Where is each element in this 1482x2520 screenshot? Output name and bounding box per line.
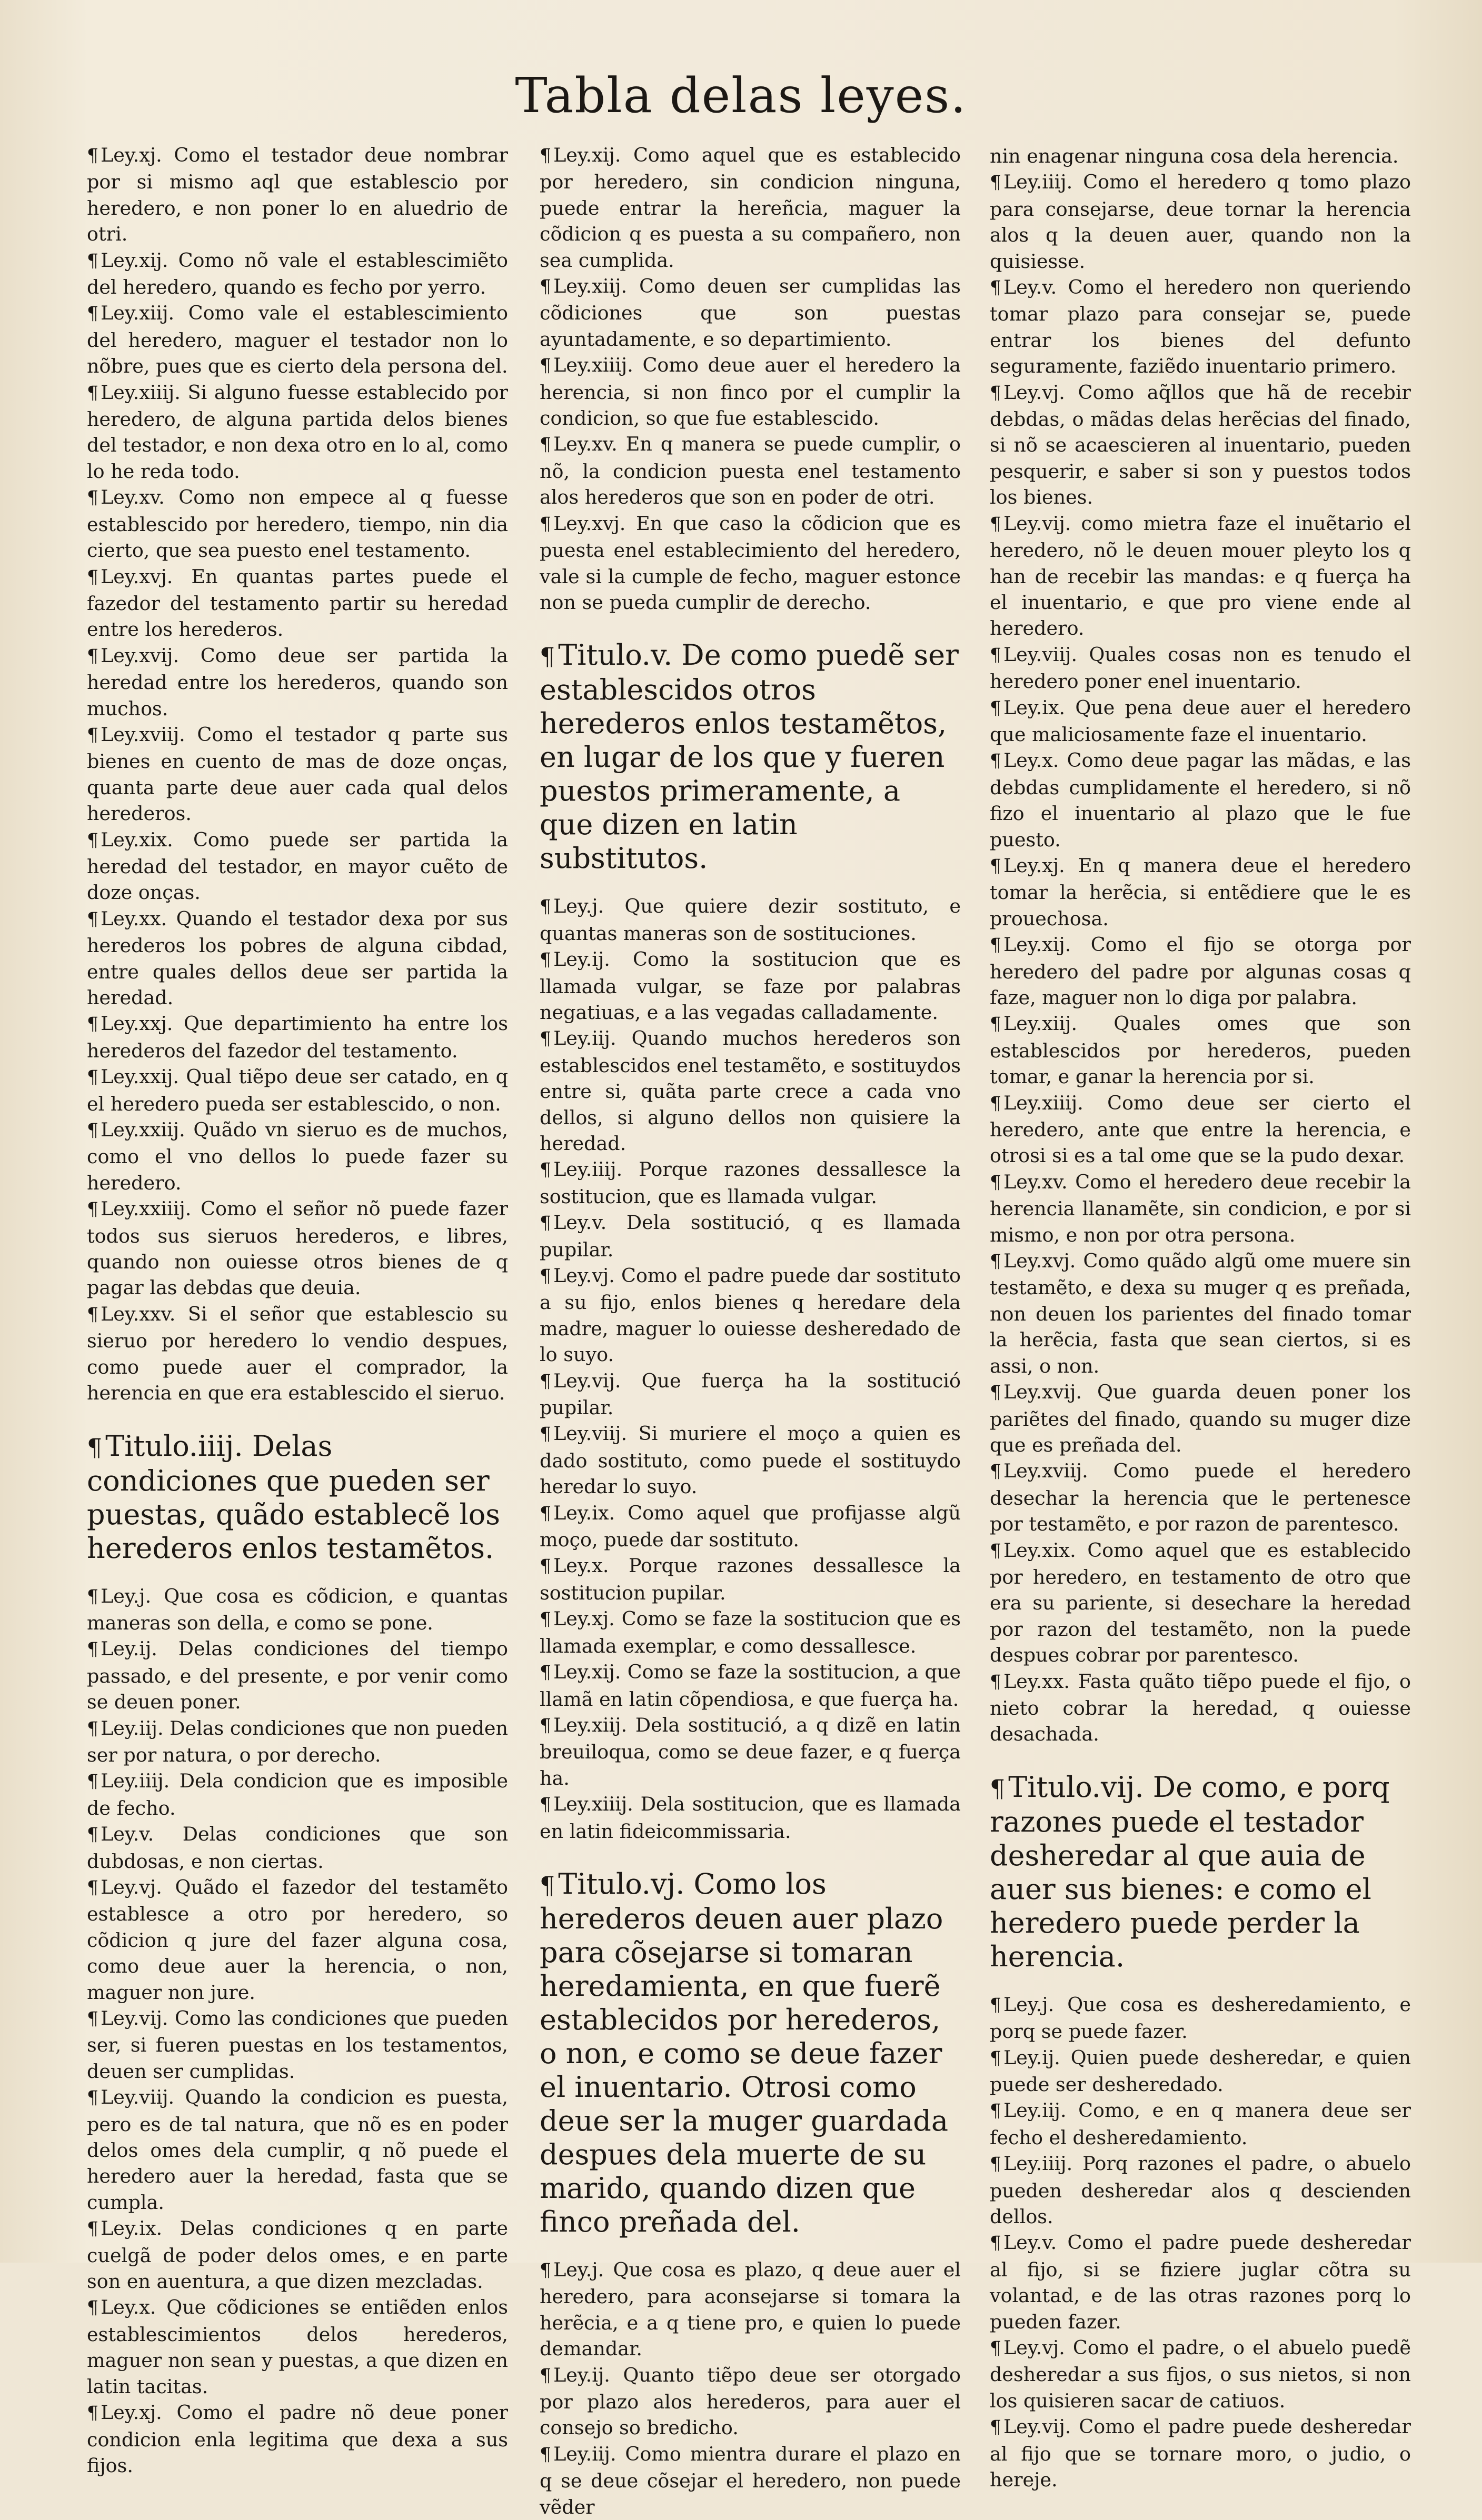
ley-entry: ¶ Ley.v. Dela sostitució, q es llamada pupilar. [540, 1209, 961, 1263]
ley-entry: ¶ Ley.ij. Quanto tiẽpo deue ser otorgado por plazo alos herederos, para auer el consejo so bredicho. [540, 2362, 961, 2441]
ley-entry: ¶ Ley.iij. Como mientra durare el plazo en q se deue cõsejar el heredero, non puede vẽder [540, 2441, 961, 2520]
ley-entry: ¶ Ley.xviij. Como puede el heredero desechar la herencia que le pertenesce por testamẽto, e por razon de parentesco. [990, 1458, 1411, 1537]
ley-entry: ¶ Ley.xiij. Como deuen ser cumplidas las cõdiciones que son puestas ayuntadamente, e so departimiento. [540, 273, 961, 352]
ley-entry: ¶ Ley.j. Que quiere dezir sostituto, e quantas maneras son de sostituciones. [540, 893, 961, 946]
ley-entry: ¶ Ley.xix. Como aquel que es establecido por heredero, en testamento de otro que era su pariente, si desechare la heredad por razon del testamẽto, non la puede despues cobrar por parentesco. [990, 1537, 1411, 1668]
ley-entry: ¶ Ley.vj. Quãdo el fazedor del testamẽto establesce a otro por heredero, so cõdicion q jure del fazer alguna cosa, como deue auer la herencia, o non, maguer non jure. [87, 1874, 508, 2005]
ley-entry: ¶ Ley.ix. Que pena deue auer el heredero que maliciosamente faze el inuentario. [990, 695, 1411, 748]
ley-entry: ¶ Ley.x. Como deue pagar las mãdas, e las debdas cumplidamente el heredero, si nõ fizo el inuentario al plazo que le fue puesto. [990, 747, 1411, 853]
ley-entry: ¶ Ley.v. Como el padre puede desheredar al fijo, si se fiziere juglar cõtra su volantad, e de las otras razones porq lo pueden fazer. [990, 2229, 1411, 2335]
ley-entry: ¶ Ley.iiij. Como el heredero q tomo plazo para consejarse, deue tornar la herencia alos q la deuen auer, quando non la quisiesse. [990, 169, 1411, 274]
ley-entry: ¶ Ley.x. Porque razones dessallesce la sostitucion pupilar. [540, 1553, 961, 1606]
ley-entry: ¶ Ley.iiij. Porq razones el padre, o abuelo pueden desheredar alos q descienden dellos. [990, 2151, 1411, 2229]
ley-entry: ¶ Ley.ix. Como aquel que profijasse algũ moço, puede dar sostituto. [540, 1500, 961, 1553]
ley-entry: ¶ Ley.xviij. Como el testador q parte sus bienes en cuento de mas de doze onças, quanta parte deue auer cada qual delos herederos. [87, 722, 508, 827]
ley-entry: ¶ Ley.xiij. Como vale el establescimiento del heredero, maguer el testador non lo nõbre, pues que es cierto dela persona del. [87, 300, 508, 379]
titulo-heading: ¶ Titulo.v. De como puedẽ ser establescidos otros herederos enlos testamẽtos, en lugar de los que y fueren puestos primeramente, a que dizen en latin substitutos. [540, 638, 961, 875]
ley-entry: ¶ Ley.xij. Como se faze la sostitucion, a que llamã en latin cõpendiosa, e que fuerça ha. [540, 1659, 961, 1712]
ley-entry: ¶ Ley.xxij. Qual tiẽpo deue ser catado, en q el heredero pueda ser establescido, o non. [87, 1064, 508, 1117]
ley-entry: ¶ Ley.vij. como mietra faze el inuẽtario el heredero, nõ le deuen mouer pleyto los q han de recebir las mandas: e q fuerça ha el inuentario, e que pro viene ende al heredero. [990, 511, 1411, 642]
ley-entry: ¶ Ley.xvj. Como quãdo algũ ome muere sin testamẽto, e dexa su muger q es preñada, non deuen los parientes del finado tomar la herẽcia, fasta que sean ciertos, si es assi, o non. [990, 1248, 1411, 1379]
ley-entry: ¶ Ley.xj. Como se faze la sostitucion que es llamada exemplar, e como dessallesce. [540, 1606, 961, 1659]
ley-entry: ¶ Ley.xiiij. Si alguno fuesse establecido por heredero, de alguna partida delos bienes del testador, e non dexa otro en lo al, como lo he reda todo. [87, 379, 508, 485]
ley-entry: ¶ Ley.v. Como el heredero non queriendo tomar plazo para consejar se, puede entrar los bienes del defunto seguramente, faziẽdo inuentario primero. [990, 274, 1411, 379]
ley-entry: ¶ Ley.ij. Quien puede desheredar, e quien puede ser desheredado. [990, 2045, 1411, 2098]
ley-entry: ¶ Ley.xx. Fasta quãto tiẽpo puede el fijo, o nieto cobrar la heredad, q ouiesse desachada. [990, 1668, 1411, 1747]
table-column-middle [540, 142, 961, 2520]
page-title: Tabla delas leyes. [515, 67, 967, 124]
titulo-heading: ¶ Titulo.vj. Como los herederos deuen auer plazo para cõsejarse si tomaran heredamienta, en que fuerẽ establecidos por herederos, o non, e como se deue fazer el inuentario. Otrosi como deue ser la muger guardada despues dela muerte de su marido, quando dizen que finco preñada del. [540, 1867, 961, 2239]
ley-entry: ¶ Ley.xvj. En quantas partes puede el fazedor del testamento partir su heredad entre los herederos. [87, 564, 508, 643]
ley-entry: ¶ Ley.ij. Delas condiciones del tiempo passado, e del presente, e por venir como se deuen poner. [87, 1636, 508, 1715]
titulo-heading: ¶ Titulo.iiij. Delas condiciones que pueden ser puestas, quãdo establecẽ los herederos enlos testamẽtos. [87, 1429, 508, 1565]
ley-entry: ¶ Ley.iij. Delas condiciones que non pueden ser por natura, o por derecho. [87, 1715, 508, 1768]
ley-entry: ¶ Ley.xiiij. Como deue auer el heredero la herencia, si non finco por el cumplir la condicion, so que fue establescido. [540, 352, 961, 431]
ley-entry: ¶ Ley.xiij. Dela sostitució, a q dizẽ en latin breuiloqua, como se deue fazer, e q fuerça ha. [540, 1712, 961, 1791]
ley-entry: ¶ Ley.xij. Como aquel que es establecido por heredero, sin condicion ninguna, puede entrar la hereñcia, maguer la cõdicion q es puesta a su compañero, non sea cumplida. [540, 142, 961, 273]
ley-entry: ¶ Ley.iiij. Porque razones dessallesce la sostitucion, que es llamada vulgar. [540, 1156, 961, 1209]
ley-entry: ¶ Ley.xj. Como el testador deue nombrar por si mismo aql que establescio por heredero, e non poner lo en aluedrio de otri. [87, 142, 508, 247]
ley-entry: ¶ Ley.j. Que cosa es plazo, q deue auer el heredero, para aconsejarse si tomara la herẽcia, e a q tiene pro, e quien lo puede demandar. [540, 2257, 961, 2362]
titulo-heading: ¶ Titulo.vij. De como, e porq razones puede el testador desheredar al que auia de auer sus bienes: e como el heredero puede perder la herencia. [990, 1771, 1411, 1974]
ley-entry: ¶ Ley.xxiiij. Como el señor nõ puede fazer todos sus sieruos herederos, e libres, quando non ouiesse otros bienes de q pagar las debdas que deuia. [87, 1196, 508, 1301]
ley-entry: ¶ Ley.xiiij. Como deue ser cierto el heredero, ante que entre la herencia, e otrosi si es a tal ome que se la pudo dexar. [990, 1090, 1411, 1169]
ley-entry: ¶ Ley.vj. Como aq̃llos que hã de recebir debdas, o mãdas delas herẽcias del finado, si nõ se acaescieren al inuentario, pueden pesquerir, e saber si son y puestos todos los bienes. [990, 379, 1411, 511]
ley-entry: ¶ Ley.xvij. Como deue ser partida la heredad entre los herederos, quando son muchos. [87, 643, 508, 722]
ley-entry: ¶ Ley.viij. Quando la condicion es puesta, pero es de tal natura, que nõ es en poder delos omes dela cumplir, q nõ puede el heredero auer la heredad, fasta que se cumpla. [87, 2084, 508, 2215]
ley-entry: ¶ Ley.xv. En q manera se puede cumplir, o nõ, la condicion puesta enel testamento alos herederos que son en poder de otri. [540, 431, 961, 510]
ley-entry: ¶ Ley.xxiij. Quãdo vn sieruo es de muchos, como el vno dellos lo puede fazer su heredero. [87, 1117, 508, 1196]
ley-entry: ¶ Ley.iiij. Dela condicion que es imposible de fecho. [87, 1768, 508, 1821]
ley-entry: ¶ Ley.xvij. Que guarda deuen poner los pariẽtes del finado, quando su muger dize que es preñada del. [990, 1379, 1411, 1458]
ley-entry: ¶ Ley.j. Que cosa es cõdicion, e quantas maneras son della, e como se pone. [87, 1583, 508, 1636]
ley-entry: ¶ Ley.j. Que cosa es desheredamiento, e porq se puede fazer. [990, 1992, 1411, 2045]
ley-entry: ¶ Ley.xj. Como el padre nõ deue poner condicion enla legitima que dexa a sus fijos. [87, 2399, 508, 2478]
ley-entry: ¶ Ley.vij. Como el padre puede desheredar al fijo que se tornare moro, o judio, o hereje. [990, 2414, 1411, 2493]
ley-entry: ¶ Ley.vj. Como el padre puede dar sostituto a su fijo, enlos bienes q heredare dela madre, maguer lo ouiesse desheredado de lo suyo. [540, 1263, 961, 1368]
ley-entry: ¶ Ley.v. Delas condiciones que son dubdosas, e non ciertas. [87, 1821, 508, 1874]
table-column-left [87, 142, 508, 2478]
ley-entry: ¶ Ley.xij. Como nõ vale el establescimiẽto del heredero, quando es fecho por yerro. [87, 247, 508, 301]
ley-entry: ¶ Ley.xvj. En que caso la cõdicion que es puesta enel establecimiento del heredero, vale si la cumple de fecho, maguer estonce non se pueda cumplir de derecho. [540, 511, 961, 616]
ley-entry: ¶ Ley.xxj. Que departimiento ha entre los herederos del fazedor del testamento. [87, 1011, 508, 1064]
ley-entry: ¶ Ley.xiij. Quales omes que son establescidos por herederos, pueden tomar, e ganar la herencia por si. [990, 1011, 1411, 1089]
ley-entry: ¶ Ley.viij. Si muriere el moço a quien es dado sostituto, como puede el sostituydo heredar lo suyo. [540, 1421, 961, 1499]
ley-entry: ¶ Ley.viij. Quales cosas non es tenudo el heredero poner enel inuentario. [990, 642, 1411, 695]
ley-entry: ¶ Ley.vij. Que fuerça ha la sostitució pupilar. [540, 1368, 961, 1421]
ley-entry: ¶ Ley.xiiij. Dela sostitucion, que es llamada en latin fideicommissaria. [540, 1791, 961, 1844]
ley-entry: nin enagenar ninguna cosa dela herencia. [990, 145, 1399, 167]
ley-entry: ¶ Ley.xv. Como non empece al q fuesse establescido por heredero, tiempo, nin dia cierto, que sea puesto enel testamento. [87, 484, 508, 563]
ley-entry: ¶ Ley.xx. Quando el testador dexa por sus herederos los pobres de alguna cibdad, entre quales dellos deue ser partida la heredad. [87, 906, 508, 1011]
ley-entry: ¶ Ley.xv. Como el heredero deue recebir la herencia llanamẽte, sin condicion, e por si mismo, e non por otra persona. [990, 1169, 1411, 1248]
ley-entry: ¶ Ley.vj. Como el padre, o el abuelo puedẽ desheredar a sus fijos, o sus nietos, si non los quisieren sacar de catiuos. [990, 2335, 1411, 2414]
ley-entry: ¶ Ley.vij. Como las condiciones que pueden ser, si fueren puestas en los testamentos, deuen ser cumplidas. [87, 2005, 508, 2084]
ley-entry: ¶ Ley.xxv. Si el señor que establescio su sieruo por heredero lo vendio despues, como puede auer el comprador, la herencia en que era establescido el sieruo. [87, 1301, 508, 1406]
ley-entry: ¶ Ley.x. Que cõdiciones se entiẽden enlos establescimientos delos herederos, maguer non sean y puestas, a que dizen en latin tacitas. [87, 2294, 508, 2399]
ley-entry: ¶ Ley.xix. Como puede ser partida la heredad del testador, en mayor cuẽto de doze onças. [87, 827, 508, 906]
ley-entry: ¶ Ley.ix. Delas condiciones q en parte cuelgã de poder delos omes, e en parte son en auentura, a que dizen mezcladas. [87, 2215, 508, 2294]
ley-entry: ¶ Ley.iij. Quando muchos herederos son establescidos enel testamẽto, e sostituydos entre si, quãta parte crece a cada vno dellos, si alguno dellos non quisiere la heredad. [540, 1025, 961, 1156]
ley-entry: ¶ Ley.ij. Como la sostitucion que es llamada vulgar, se faze por palabras negatiuas, e a las vegadas calladamente. [540, 946, 961, 1025]
table-column-right [990, 143, 1411, 2493]
ley-entry: ¶ Ley.iij. Como, e en q manera deue ser fecho el desheredamiento. [990, 2097, 1411, 2151]
ley-entry: ¶ Ley.xij. Como el fijo se otorga por heredero del padre por algunas cosas q faze, maguer non lo diga por palabra. [990, 932, 1411, 1011]
ley-entry: ¶ Ley.xj. En q manera deue el heredero tomar la herẽcia, si entẽdiere que le es prouechosa. [990, 853, 1411, 932]
